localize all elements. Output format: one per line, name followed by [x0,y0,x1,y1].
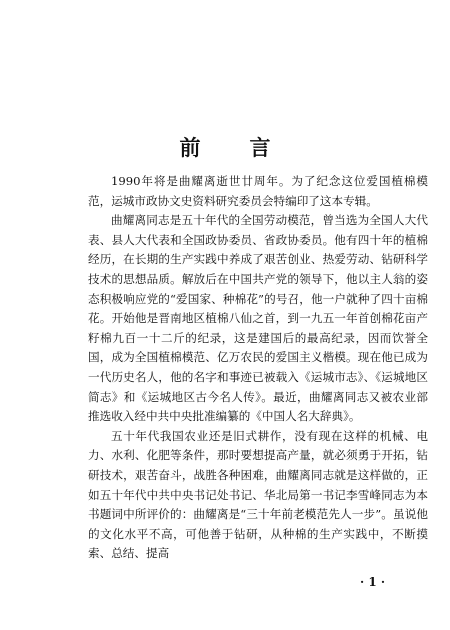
body-text [88,172,428,564]
page-title: 前 言 [179,135,285,161]
paragraph-2: 曲耀离同志是五十年代的全国劳动模范，曾当选为全国人大代表、县人大代表和全国政协委员、省政协委员。他有四十年的植棉经历，在长期的生产实践中养成了艰苦创业、热爱劳动、钻研科学技术的思想品质。解放后在中国共产党的领导下，他以主人翁的姿态积极响应党的“爱国家、种棉花”的号召，他一户就种了四十亩棉花。开始他是晋南地区植棉八仙之首，到一九五一年首创棉花亩产籽棉九百一十二斤的纪录，这是建国后的最高纪录，因而饮誉全国，成为全国植棉模范、亿万农民的爱国主义楷模。现在他已成为一代历史名人，他的名字和事迹已被载入《运城市志》、《运城地区简志》和《运城地区古今名人传》。最近，曲耀离同志又被农业部推选收入经中共中央批准编纂的《中国人名大辞典》。 [88,213,428,424]
paragraph-3: 五十年代我国农业还是旧式耕作，没有现在这样的机械、电力、水利、化肥等条件，那时要想提高产量，就必须勇于开拓，钻研技术，艰苦奋斗，战胜各种困难，曲耀离同志就是这样做的，正如五十年代中共中央书记处书记、华北局第一书记李雪峰同志为本书题词中所评价的：曲耀离是“三十年前老模范先人一步”。虽说他的文化水平不高，可他善于钻研，从种棉的生产实践中，不断摸索、总结、提高 [88,428,428,561]
paragraph-1: 1990年将是曲耀离逝世廿周年。为了纪念这位爱国植棉模范，运城市政协文史资料研究委员会特编印了这本专辑。 [88,174,428,208]
page-number: · 1 · [360,575,386,589]
